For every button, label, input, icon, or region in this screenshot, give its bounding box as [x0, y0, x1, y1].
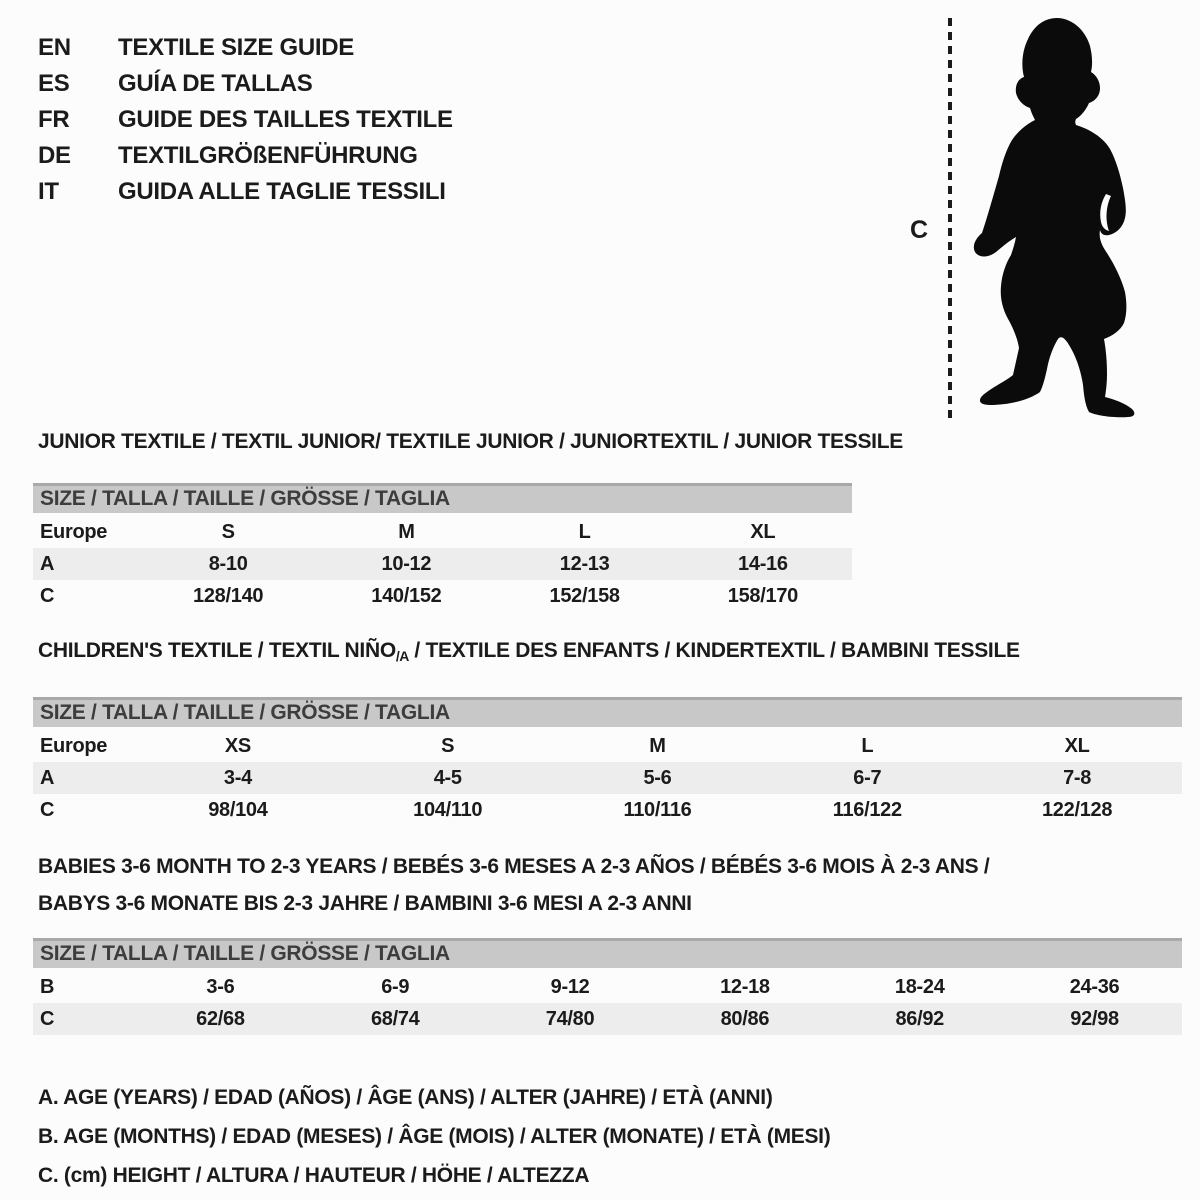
legend-age-years: A. AGE (YEARS) / EDAD (AÑOS) / ÂGE (ANS) / ALTER (JAHRE) / ETÀ (ANNI) [38, 1086, 773, 1109]
row-label: C [40, 1008, 55, 1030]
height-cell: 92/98 [1070, 1008, 1119, 1030]
size-cell: XL [750, 521, 776, 543]
table-row-height-cm [33, 794, 1182, 826]
size-cell: XL [1064, 735, 1090, 757]
height-cell: 152/158 [549, 585, 620, 607]
age-cell: 10-12 [381, 553, 432, 575]
language-row-de [38, 138, 453, 174]
toddler-silhouette-icon [958, 14, 1148, 419]
title-subscript: /A [395, 648, 409, 664]
section-babies-textile [33, 848, 1182, 1035]
table-row-europe [33, 516, 852, 548]
table-row-age-years [33, 548, 852, 580]
height-cell: 104/110 [413, 799, 483, 821]
size-cell: L [578, 521, 591, 543]
height-cell: 98/104 [208, 799, 268, 821]
row-label: C [40, 585, 55, 607]
section-junior-textile [33, 430, 903, 612]
title-line-1: BABIES 3-6 MONTH TO 2-3 YEARS / BEBÉS 3-6 MESES A 2-3 AÑOS / BÉBÉS 3-6 MOIS À 2-3 ANS / [38, 855, 990, 878]
height-measure-label: C [910, 216, 928, 244]
age-cell: 3-4 [223, 767, 252, 789]
table-row-age-months [33, 971, 1182, 1003]
row-label: A [40, 767, 55, 789]
row-label: A [40, 553, 55, 575]
height-cell: 122/128 [1041, 799, 1113, 821]
height-cell: 140/152 [371, 585, 442, 607]
language-title: TEXTILE SIZE GUIDE [118, 34, 354, 61]
age-cell: 6-7 [853, 767, 882, 789]
age-cell: 18-24 [894, 976, 945, 998]
row-label: B [40, 976, 55, 998]
height-cell: 110/116 [623, 799, 692, 821]
height-measure-line [948, 18, 952, 418]
table-row-height-cm [33, 580, 852, 612]
language-row-en [38, 30, 453, 66]
language-title: GUIDE DES TAILLES TEXTILE [118, 106, 453, 133]
measurement-legend [38, 1078, 830, 1195]
section-childrens-textile [33, 640, 1182, 826]
language-title: GUIDA ALLE TAGLIE TESSILI [118, 178, 446, 205]
title-line-2: BABYS 3-6 MONATE BIS 2-3 JAHRE / BAMBINI 3-6 MESI A 2-3 ANNI [38, 892, 692, 915]
language-row-es [38, 66, 453, 102]
size-cell: M [398, 521, 415, 543]
size-cell: L [861, 735, 874, 757]
language-title-list [38, 30, 453, 210]
language-title: TEXTILGRÖßENFÜHRUNG [118, 142, 418, 169]
age-cell: 12-13 [559, 553, 610, 575]
title-part: CHILDREN'S TEXTILE / TEXTIL NIÑO [38, 639, 396, 662]
age-cell: 9-12 [550, 976, 590, 998]
row-label: Europe [40, 521, 108, 543]
legend-height-cm: C. (cm) HEIGHT / ALTURA / HAUTEUR / HÖHE / ALTEZZA [38, 1164, 590, 1187]
legend-age-months: B. AGE (MONTHS) / EDAD (MESES) / ÂGE (MOIS) / ALTER (MONATE) / ETÀ (MESI) [38, 1125, 831, 1148]
language-code: EN [38, 34, 71, 61]
size-header-bar: SIZE / TALLA / TAILLE / GRÖSSE / TAGLIA [33, 938, 1182, 968]
age-cell: 3-6 [206, 976, 235, 998]
size-cell: S [221, 521, 235, 543]
height-cell: 74/80 [545, 1008, 595, 1030]
size-header-bar: SIZE / TALLA / TAILLE / GRÖSSE / TAGLIA [33, 483, 852, 513]
height-cell: 116/122 [832, 799, 902, 821]
table-row-europe [33, 730, 1182, 762]
age-cell: 5-6 [643, 767, 672, 789]
title-part: / TEXTILE DES ENFANTS / KINDERTEXTIL / BAMBINI TESSILE [408, 639, 1020, 662]
height-cell: 68/74 [370, 1008, 420, 1030]
row-label: C [40, 799, 55, 821]
height-cell: 80/86 [720, 1008, 770, 1030]
age-cell: 14-16 [738, 553, 788, 575]
language-title: GUÍA DE TALLAS [118, 70, 313, 97]
language-code: IT [38, 178, 59, 205]
row-label: Europe [40, 735, 108, 757]
section-title [33, 848, 1182, 922]
size-cell: XS [224, 735, 251, 757]
language-code: DE [38, 142, 71, 169]
age-cell: 24-36 [1069, 976, 1120, 998]
section-title [33, 640, 1182, 667]
size-cell: S [441, 735, 455, 757]
language-row-it [38, 174, 453, 210]
size-header-bar: SIZE / TALLA / TAILLE / GRÖSSE / TAGLIA [33, 697, 1182, 727]
age-cell: 12-18 [720, 976, 770, 998]
age-cell: 7-8 [1063, 767, 1092, 789]
height-cell: 86/92 [895, 1008, 944, 1030]
language-code: FR [38, 106, 70, 133]
section-title: JUNIOR TEXTILE / TEXTIL JUNIOR/ TEXTILE JUNIOR / JUNIORTEXTIL / JUNIOR TESSILE [38, 430, 903, 453]
age-cell: 4-5 [433, 767, 462, 789]
language-row-fr [38, 102, 453, 138]
height-cell: 128/140 [193, 585, 264, 607]
size-cell: M [649, 735, 666, 757]
table-row-height-cm [33, 1003, 1182, 1035]
language-code: ES [38, 70, 70, 97]
age-cell: 8-10 [208, 553, 248, 575]
age-cell: 6-9 [381, 976, 410, 998]
height-cell: 62/68 [196, 1008, 245, 1030]
height-cell: 158/170 [727, 585, 798, 607]
table-row-age-years [33, 762, 1182, 794]
